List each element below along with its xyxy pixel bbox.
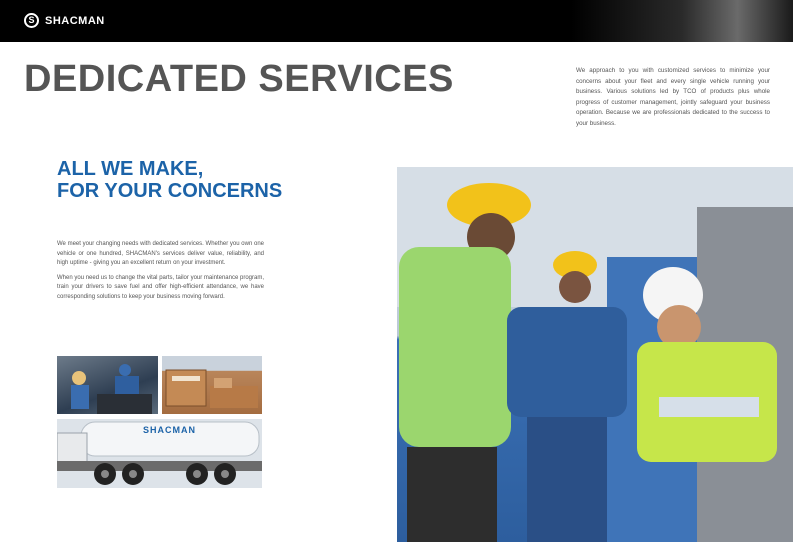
mechanics-photo <box>57 356 158 414</box>
body-paragraph-1: We meet your changing needs with dedicated services. Whether you own one vehicle or one hundred, SHACMAN's services deliver value, reliability, and high uptime - giving you an excellent return on your investment. <box>57 241 264 267</box>
technicians-illustration <box>397 167 793 542</box>
section-heading <box>57 158 282 202</box>
warehouse-parts-photo <box>162 356 262 414</box>
intro-paragraph: We approach to you with customized services to minimize your concerns about your fleet and every single vehicle running your business. Various solutions led by TCO of products plus whole progress of customer management, jointly safeguard your business operation. Because we are professionals dedicated to the success to your business. <box>576 67 770 127</box>
page-title: DEDICATED SERVICES <box>24 58 454 100</box>
top-bar <box>0 0 793 42</box>
section-heading-line-1: ALL WE MAKE, <box>57 158 204 180</box>
brand-name: SHACMAN <box>45 14 105 27</box>
brand-logo <box>24 13 105 28</box>
body-text <box>57 240 264 308</box>
shacman-logo-icon: S <box>24 13 39 28</box>
parts-boxes-illustration <box>162 356 262 414</box>
tanker-truck-photo <box>57 419 262 488</box>
body-paragraph-2: When you need us to change the vital parts, tailor your maintenance program, train your drivers to save fuel and offer high-efficient attendance, we have corresponding solutions to keep your business moving forward. <box>57 274 264 300</box>
service-team-photo <box>397 167 793 542</box>
truck-brand-text: SHACMAN <box>143 425 196 435</box>
section-heading-line-2: FOR YOUR CONCERNS <box>57 180 283 202</box>
mechanics-illustration <box>57 356 158 414</box>
